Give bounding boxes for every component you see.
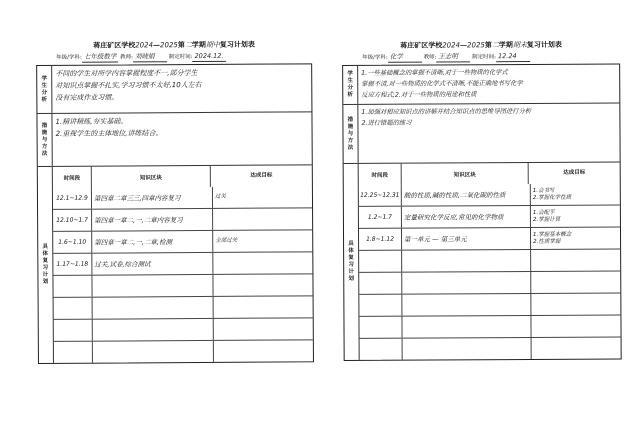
measures-text — [52, 112, 311, 166]
plan-time-cell: 12.25~12.31 — [359, 185, 402, 206]
label-char: 分 — [347, 84, 354, 91]
plan-block-cell: 第四章一章二,一,二章,检测 — [92, 231, 213, 253]
detailed-plan — [38, 164, 313, 363]
plan-row — [53, 186, 312, 209]
plan-goal-cell — [531, 294, 620, 315]
student-analysis-row — [37, 64, 311, 113]
label-char: 措 — [41, 122, 48, 129]
plan-goal-cell: 全部过关 — [215, 237, 238, 244]
plan-block-cell — [402, 316, 531, 338]
plan-goal-cell — [531, 206, 620, 227]
title-suffix: 复习计划表 — [526, 39, 562, 50]
label-char: 析 — [347, 91, 354, 98]
date-label: 制定时间: — [472, 54, 497, 61]
student-analysis-label — [343, 66, 358, 104]
plan-row — [54, 317, 313, 341]
measures-line: 1.加强对相应知识点的讲解并结合知识点的思维导图进行分析 — [361, 108, 532, 116]
title-mid: 第 — [177, 40, 185, 50]
label-char: 具 — [348, 240, 354, 247]
school-name: 蒋庄矿区学校 — [400, 40, 443, 50]
semester-number: 二 — [184, 41, 192, 50]
plan-time-cell — [54, 298, 93, 319]
plan-grid — [53, 165, 313, 363]
plan-time-cell: 1.6~1.10 — [53, 232, 92, 253]
teacher-value: 刘晓娟 — [133, 52, 167, 62]
goal-line: 1.会配平 — [532, 209, 555, 216]
measures-row — [343, 103, 619, 163]
plan-row — [359, 184, 620, 206]
plan-goal-cell — [531, 250, 620, 271]
teacher-label: 教师: — [423, 54, 437, 61]
plan-time-cell — [359, 295, 402, 316]
goal-line: 1.会书写 — [532, 187, 555, 194]
grade-label: 年级/学科: — [362, 54, 388, 61]
plan-row — [359, 271, 620, 294]
plan-goal-cell — [214, 296, 313, 318]
student-analysis-text — [358, 65, 619, 104]
header-block: 知识区块 — [402, 163, 529, 185]
goal-line: 2.掌握化学性质 — [532, 194, 572, 201]
label-char: 学 — [41, 75, 48, 82]
title-term: 学期 — [191, 39, 206, 50]
teacher-value: 王志明 — [436, 52, 470, 62]
header-block: 知识区块 — [92, 166, 211, 188]
plan-block-cell — [93, 297, 214, 319]
header-goal: 达成目标 — [563, 169, 586, 176]
label-char: 具 — [42, 243, 49, 250]
plan-time-cell — [360, 339, 403, 360]
plan-block-cell — [93, 319, 214, 341]
label-char: 生 — [41, 82, 48, 89]
grade-label: 年级/学科: — [56, 54, 82, 61]
year-start: 2024 — [135, 41, 154, 50]
student-analysis-row — [343, 65, 619, 104]
plan-row — [359, 293, 620, 316]
plan-block-cell: 定量研究化学反应,常见的化学物质 — [402, 206, 531, 228]
analysis-line: 1.一些基础概念的掌握不清晰,对于一些物质的化学式 — [361, 69, 508, 77]
goal-line: 2.掌握计算 — [532, 216, 561, 223]
analysis-line: 对知识点掌握不扎实,学习习惯不太好,10人左右 — [55, 80, 202, 90]
label-char: 施 — [41, 129, 48, 136]
title-term: 学期 — [498, 40, 513, 50]
plan-time-cell: 12.10~1.7 — [53, 210, 92, 231]
analysis-line: 不同的学生对所学内容掌握程度不一,部分学生 — [55, 69, 198, 78]
plan-goal-cell — [532, 338, 621, 359]
label-char: 复 — [42, 257, 49, 264]
plan-goal-cell — [531, 316, 620, 337]
measures-line: 1.精讲精练,夯实基础。 — [55, 117, 128, 126]
label-char: 计 — [348, 268, 354, 275]
label-char: 划 — [348, 275, 355, 282]
plan-block-cell: 第四章一章二,一,二章内容复习 — [92, 209, 213, 231]
plan-time-cell: 1.8~1.12 — [359, 229, 402, 250]
plan-block-cell: 第四章二章三三,四章内容复习 — [92, 187, 213, 209]
label-char: 方 — [347, 137, 354, 144]
plan-goal-cell — [531, 228, 620, 249]
goal-line: 2.性质掌握 — [533, 238, 561, 245]
plan-row — [53, 229, 312, 253]
title-suffix: 复习计划表 — [219, 39, 255, 49]
plan-grid — [359, 163, 621, 360]
teacher-label: 教师: — [120, 54, 133, 61]
plan-time-cell — [53, 276, 92, 297]
grade-value: 化学 — [388, 53, 422, 63]
plan-goal-cell — [214, 340, 313, 362]
plan-goal-cell: 过关 — [214, 193, 226, 200]
label-char: 习 — [348, 261, 354, 268]
right-plan-sheet — [342, 39, 622, 361]
plan-goal-cell — [531, 184, 620, 205]
analysis-line: 反应方程式;2.对于一些物质的用途和性质 — [361, 91, 477, 99]
date-value: 2024.12. — [193, 52, 227, 62]
measures-label — [343, 105, 358, 163]
label-char: 法 — [41, 150, 48, 157]
plan-block-cell: 过关,试卷,综合测试 — [92, 253, 213, 275]
school-name: 蒋庄矿区学校 — [93, 40, 136, 50]
year-end: 2025 — [160, 41, 178, 50]
detailed-plan-label — [344, 164, 360, 360]
grade-value: 七年级数学 — [82, 52, 119, 62]
plan-header-row — [53, 165, 312, 188]
measures-text — [358, 104, 619, 163]
plan-row — [54, 295, 313, 319]
term-type: 期中 — [205, 40, 220, 49]
student-analysis-label — [37, 66, 52, 113]
plan-time-cell — [359, 273, 402, 294]
plan-table — [342, 64, 622, 361]
label-char: 计 — [42, 271, 49, 278]
analysis-line: 没有完成作业习惯。 — [55, 93, 119, 102]
plan-row — [53, 251, 312, 275]
plan-block-cell — [403, 338, 532, 360]
analysis-line: 掌握不清,对一些物质的化学式不清晰,不能正确地书写化学 — [361, 80, 523, 88]
plan-time-cell — [359, 317, 402, 338]
label-char: 与 — [347, 130, 354, 137]
detailed-plan-label — [38, 167, 54, 363]
term-type: 期末 — [512, 41, 527, 50]
measures-label — [37, 114, 52, 166]
plan-goal-cell — [531, 272, 620, 293]
plan-time-cell: 1.17~1.18 — [53, 254, 92, 275]
plan-row — [359, 249, 620, 272]
header-time: 时间段 — [359, 164, 402, 185]
left-plan-sheet — [36, 38, 314, 364]
plan-goal-cell — [214, 318, 313, 340]
year-dash: — — [153, 40, 161, 50]
year-start: 2024 — [442, 41, 461, 50]
plan-goal-cell — [213, 274, 312, 296]
label-char: 分 — [41, 89, 48, 96]
plan-goal-cell — [213, 208, 312, 230]
plan-block-cell — [402, 250, 531, 272]
plan-row — [359, 227, 620, 250]
measures-row — [37, 111, 311, 166]
plan-row — [53, 273, 312, 297]
plan-row — [54, 339, 313, 363]
label-char: 施 — [347, 123, 354, 130]
label-char: 体 — [348, 247, 354, 254]
plan-time-cell — [54, 342, 93, 363]
year-end: 2025 — [467, 41, 485, 50]
plan-block-cell — [402, 294, 531, 316]
label-char: 学 — [347, 70, 353, 77]
plan-block-cell: 酸的性质,碱的性质,二氧化碳的性质 — [402, 184, 531, 206]
plan-block-cell — [402, 272, 531, 294]
label-char: 析 — [41, 96, 48, 103]
year-dash: — — [460, 40, 468, 50]
plan-row — [360, 337, 621, 360]
date-value: 12.24 — [496, 52, 530, 62]
label-char: 与 — [41, 136, 48, 143]
plan-row — [359, 315, 620, 338]
label-char: 复 — [348, 254, 354, 261]
date-label: 制定时间: — [168, 54, 193, 61]
plan-table — [36, 63, 314, 364]
label-char: 方 — [41, 143, 48, 150]
header-goal: 达成目标 — [250, 172, 273, 179]
semester-number: 二 — [491, 41, 499, 50]
plan-block-cell — [92, 275, 213, 297]
plan-block-cell: 第一单元 — 第三单元 — [402, 228, 531, 250]
plan-time-cell — [359, 251, 402, 272]
label-char: 划 — [42, 278, 49, 285]
label-char: 法 — [347, 144, 354, 151]
plan-time-cell — [54, 320, 93, 341]
plan-time-cell: 12.1~12.9 — [53, 188, 92, 209]
plan-time-cell: 1.2~1.7 — [359, 207, 402, 228]
label-char: 体 — [42, 250, 49, 257]
plan-row — [53, 207, 312, 231]
plan-block-cell — [93, 341, 214, 363]
detailed-plan — [344, 162, 621, 360]
student-analysis-text — [52, 64, 311, 113]
title-mid: 第 — [484, 40, 492, 50]
measures-line: 2.重视学生的主体地位,讲练结合。 — [55, 129, 163, 138]
measures-line: 2.进行错题的练习 — [361, 119, 412, 127]
header-time: 时间段 — [53, 167, 92, 188]
plan-row — [359, 205, 620, 228]
plan-header-row — [359, 163, 620, 185]
goal-line: 1.掌握基本概念 — [533, 231, 572, 238]
label-char: 习 — [42, 264, 49, 271]
plan-goal-cell — [213, 252, 312, 274]
label-char: 措 — [347, 116, 354, 123]
label-char: 生 — [347, 77, 353, 84]
